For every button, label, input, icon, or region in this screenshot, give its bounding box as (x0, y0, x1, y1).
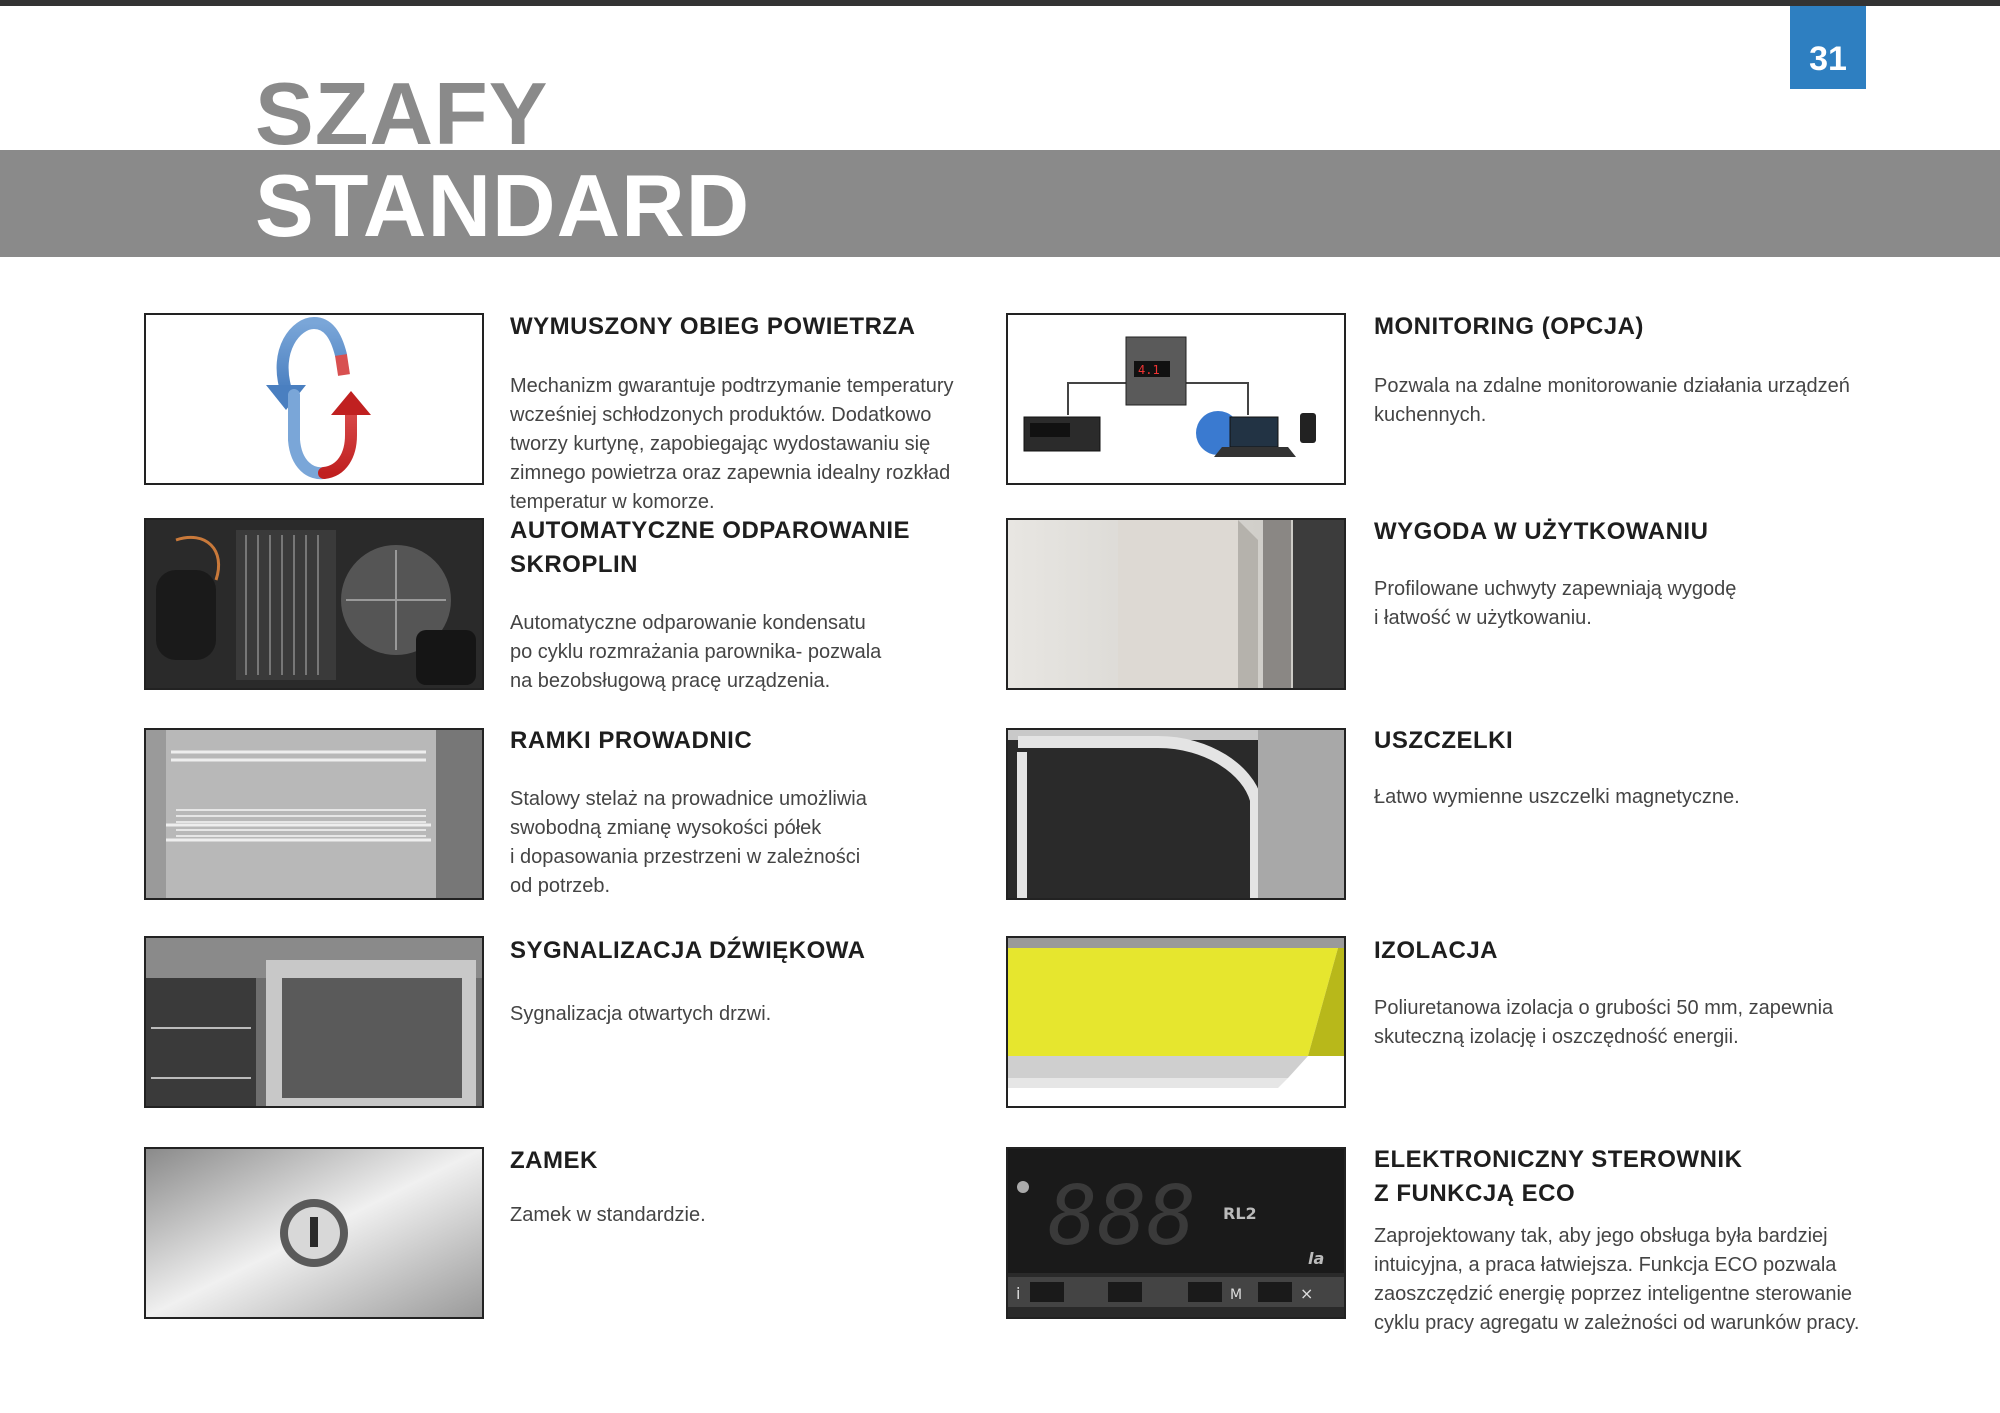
controller-brand: la (1308, 1249, 1325, 1268)
desc-line: swobodną zmianę wysokości półek (510, 817, 822, 839)
desc-line: Stalowy stelaż na prowadnice umożliwia (510, 788, 867, 810)
door-gasket-image (1006, 728, 1346, 900)
desc-line: tworzy kurtynę, zapobiegając wydostawaniu się (510, 433, 931, 455)
title-line: Z FUNKCJĄ ECO (1374, 1180, 1576, 1207)
feature-desc-gaskets (1374, 783, 1740, 812)
desc-line: temperatur w komorze. (510, 491, 715, 513)
desc-line: Sygnalizacja otwartych drzwi. (510, 1003, 772, 1025)
title-line: AUTOMATYCZNE ODPAROWANIE (510, 517, 910, 544)
monitor-readout: 4.1 (1138, 363, 1160, 377)
desc-line: i dopasowania przestrzeni w zależności (510, 846, 861, 868)
feature-title-gaskets: USZCZELKI (1374, 727, 1514, 754)
insulation-image (1006, 936, 1346, 1108)
desc-line: Zaprojektowany tak, aby jego obsługa była bardziej (1374, 1225, 1828, 1247)
air-circulation-icon (144, 313, 484, 485)
desc-line: Automatyczne odparowanie kondensatu (510, 612, 866, 634)
title-line: ELEKTRONICZNY STEROWNIK (1374, 1146, 1743, 1173)
feature-title-alarm: SYGNALIZACJA DŹWIĘKOWA (510, 937, 866, 964)
door-handle-image (1006, 518, 1346, 690)
page-title-line2: STANDARD (255, 156, 751, 255)
desc-line: Poliuretanowa izolacja o grubości 50 mm, zapewnia (1374, 997, 1834, 1019)
page-title-line1: SZAFY (255, 64, 549, 163)
feature-title-insulation: IZOLACJA (1374, 937, 1498, 964)
feature-desc-controller (1374, 1222, 1859, 1338)
feature-desc-insulation (1374, 994, 1833, 1052)
desc-line: od potrzeb. (510, 875, 611, 897)
feature-title-rails: RAMKI PROWADNIC (510, 727, 753, 754)
controller-digits: 888 (1048, 1169, 1197, 1264)
feature-title-comfort: WYGODA W UŻYTKOWANIU (1374, 518, 1709, 545)
desc-line: Zamek w standardzie. (510, 1204, 706, 1226)
desc-line: skuteczną izolację i oszczędność energii. (1374, 1026, 1739, 1048)
feature-title-air-circulation: WYMUSZONY OBIEG POWIETRZA (510, 313, 916, 340)
controller-label: RL2 (1223, 1204, 1257, 1223)
feature-title-lock: ZAMEK (510, 1147, 598, 1174)
desc-line: zimnego powietrza oraz zapewnia idealny rozkład (510, 462, 951, 484)
desc-line: Mechanizm gwarantuje podtrzymanie temperatury (510, 375, 954, 397)
page-number-badge (1790, 6, 1866, 89)
feature-desc-condensate (510, 609, 881, 696)
desc-line: Łatwo wymienne uszczelki magnetyczne. (1374, 786, 1740, 808)
shelf-rails-image (144, 728, 484, 900)
desc-line: wcześniej schłodzonych produktów. Dodatkowo (510, 404, 932, 426)
desc-line: i łatwość w użytkowaniu. (1374, 607, 1592, 629)
feature-title-controller (1374, 1143, 1742, 1211)
top-rule (0, 0, 2000, 6)
lock-image (144, 1147, 484, 1319)
desc-line: Profilowane uchwyty zapewniają wygodę (1374, 578, 1737, 600)
feature-desc-alarm (510, 1000, 771, 1029)
controller-key: × (1300, 1284, 1314, 1303)
desc-line: kuchennych. (1374, 404, 1487, 426)
controller-display-image (1006, 1147, 1346, 1319)
controller-key: i (1016, 1284, 1021, 1303)
page-number: 31 (1809, 40, 1847, 78)
desc-line: po cyklu rozmrażania parownika- pozwala (510, 641, 882, 663)
desc-line: cyklu pracy agregatu w zależności od warunków pracy. (1374, 1312, 1860, 1334)
desc-line: intuicyjna, a praca łatwiejsza. Funkcja ECO pozwala (1374, 1254, 1837, 1276)
feature-desc-comfort (1374, 575, 1736, 633)
feature-desc-lock (510, 1201, 706, 1230)
open-door-image (144, 936, 484, 1108)
feature-desc-monitoring (1374, 372, 1850, 430)
desc-line: na bezobsługową pracę urządzenia. (510, 670, 831, 692)
controller-key: M (1230, 1287, 1243, 1303)
feature-title-condensate (510, 514, 910, 582)
feature-desc-air-circulation (510, 372, 954, 517)
desc-line: zaoszczędzić energię poprzez inteligentne sterowanie (1374, 1283, 1853, 1305)
desc-line: Pozwala na zdalne monitorowanie działania urządzeń (1374, 375, 1850, 397)
compressor-image (144, 518, 484, 690)
monitoring-network-icon (1006, 313, 1346, 485)
feature-title-monitoring: MONITORING (OPCJA) (1374, 313, 1644, 340)
feature-desc-rails (510, 785, 867, 901)
title-line: SKROPLIN (510, 551, 639, 578)
